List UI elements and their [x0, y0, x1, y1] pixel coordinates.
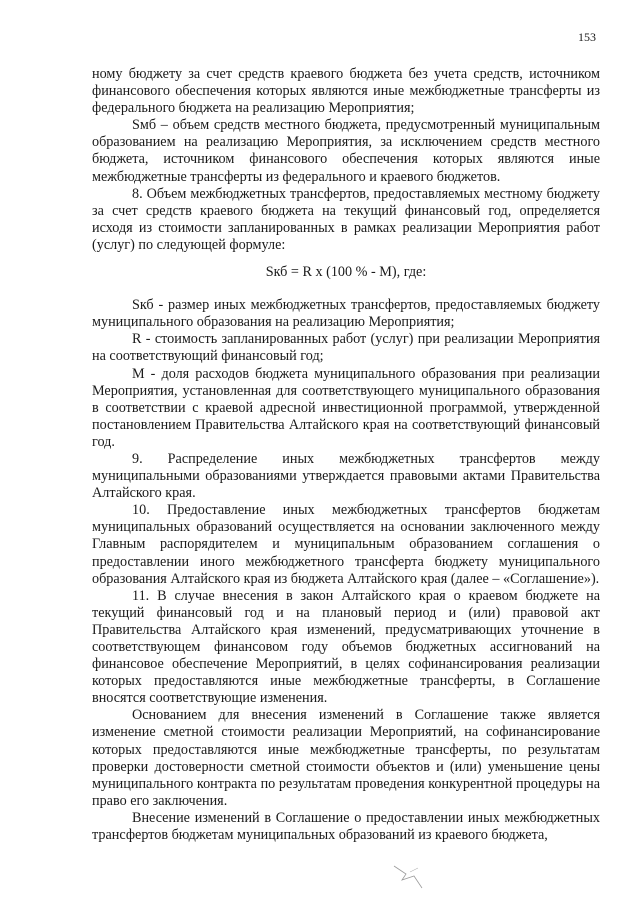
paragraph-r-definition: R - стоимость запланированных работ (услуг) при реализации Мероприятия на соответствующий финансовый год;	[92, 331, 600, 365]
paragraph-skb-definition: Sкб - размер иных межбюджетных трансфертов, предоставляемых бюджету муниципального образования на реализацию Мероприятия;	[92, 297, 600, 331]
paragraph-item-11: 11. В случае внесения в закон Алтайского края о краевом бюджете на текущий финансовый год и на плановый период и (или) правовой акт Правительства Алтайского края изменений, предусматривающих уточнение в соответствующем финансовом году объемов бюджетных ассигнований на финансовое обеспечение Мероприятий, в целях софинансирования реализации которых предоставляются иные межбюджетные трансферты, в Соглашение вносятся соответствующие изменения.	[92, 587, 600, 707]
paragraph-item-9: 9. Распределение иных межбюджетных трансфертов между муниципальными образованиями утверждается правовыми актами Правительства Алтайского края.	[92, 450, 600, 502]
pen-mark	[392, 862, 432, 892]
paragraph-item-8: 8. Объем межбюджетных трансфертов, предоставляемых местному бюджету за счет средств краевого бюджета на текущий финансовый год, определяется исходя из стоимости запланированных в рамках реализации Мероприятия работ (услуг) по следующей формуле:	[92, 185, 600, 253]
formula: Sкб = R x (100 % - М), где:	[265, 264, 427, 281]
paragraph-continuation: ному бюджету за счет средств краевого бюджета без учета средств, источником финансового обеспечения которых являются иные межбюджетные трансферты из федерального бюджета на реализацию Мероприятия;	[92, 66, 600, 117]
paragraph-basis-for-changes: Основанием для внесения изменений в Соглашение также является изменение сметной стоимости реализации Мероприятий, на софинансирование которых предоставляются иные межбюджетные трансферты, по результатам проверки достоверности сметной стоимости объектов и (или) уменьшение цены муниципального контракта по результатам проведения конкурентной процедуры на право его заключения.	[92, 707, 600, 809]
paragraph-item-10: 10. Предоставление иных межбюджетных трансфертов бюджетам муниципальных образований осуществляется на основании заключенного между Главным распорядителем и муниципальным образованием соглашения о предоставлении иного межбюджетного трансферта бюджету муниципального образования Алтайского края из бюджета Алтайского края (далее – «Соглашение»).	[92, 502, 600, 587]
paragraph-m-definition: М - доля расходов бюджета муниципального образования при реализации Мероприятия, установленная для соответствующего муниципального образования в соответствии с краевой адресной инвестиционной программой, утвержденной постановлением Правительства Алтайского края на соответствующий финансовый год.	[92, 365, 600, 450]
paragraph-making-changes: Внесение изменений в Соглашение о предоставлении иных межбюджетных трансфертов бюджетам муниципальных образований из краевого бюджета,	[92, 809, 600, 844]
page-number: 153	[578, 30, 596, 44]
body-text	[92, 66, 600, 844]
paragraph-smb-definition: Sмб – объем средств местного бюджета, предусмотренный муниципальным образованием на реализацию Мероприятия, за исключением средств местного бюджета, источником финансового обеспечения которых являются иные межбюджетные трансферты из федерального и краевого бюджетов.	[92, 117, 600, 185]
